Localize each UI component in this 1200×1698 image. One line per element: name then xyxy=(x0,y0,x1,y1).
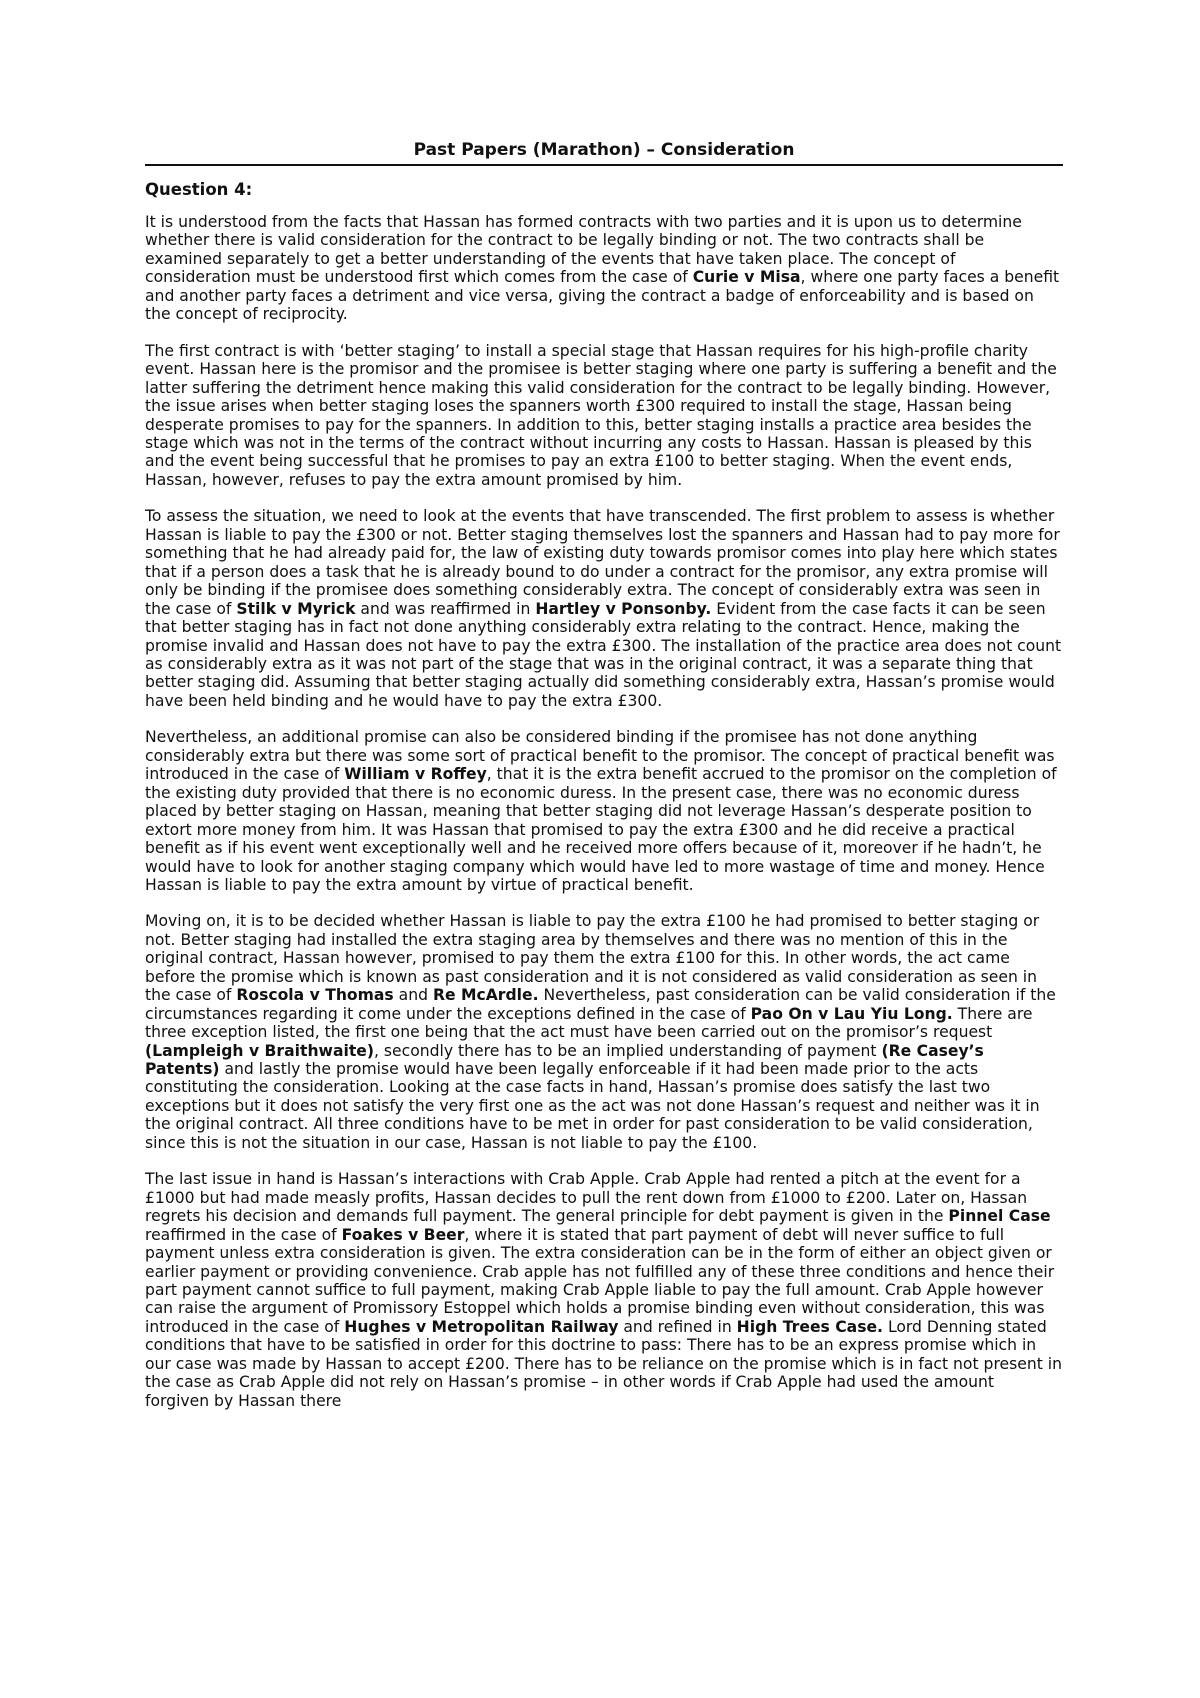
paragraph xyxy=(145,213,1063,324)
text-run: To assess the situation, we need to look at the events that have transcended. The first problem to assess is whether Hassan is liable to pay the £300 or not. Better staging themselves lost the spanners and Hassan had to pay more for something that he had already paid for, the law of existing duty towards promisor comes into play here which states that if a person does a task that he is already bound to do under a contract for the promisor, any extra promise will only be binding if the promisee does something considerably extra. The concept of considerably extra was seen in the case of xyxy=(145,507,1060,618)
case-name: Pinnel Case xyxy=(948,1207,1051,1226)
case-name: Stilk v Myrick xyxy=(236,599,356,618)
paragraph xyxy=(145,1170,1063,1410)
text-run: , where one party faces a benefit and another party faces a detriment and vice versa, giving the contract a badge of enforceability and is based on the concept of reciprocity. xyxy=(145,268,1060,324)
text-run: , where it is stated that part payment of debt will never suffice to full payment unless extra consideration is given. The extra consideration can be in the form of either an object given or earlier payment or providing convenience. Crab apple has not fulfilled any of these three conditions and hence their part payment cannot suffice to full payment, making Crab Apple liable to pay the full amount. Crab Apple however can raise the argument of Promissory Estoppel which holds a promise binding even without consideration, this was introduced in the case of xyxy=(145,1225,1055,1336)
paragraph xyxy=(145,507,1063,710)
text-run: There are three exception listed, the first one being that the act must have been carried out on the promisor’s request xyxy=(145,1004,1033,1042)
text-run: and lastly the promise would have been legally enforceable if it had been made prior to the acts constituting the consideration. Looking at the case facts in hand, Hassan’s promise does satisfy the last two exceptions but it does not satisfy the very first one as the act was not done Hassan’s request and neither was it in the original contract. All three conditions have to be met in order for past consideration to be valid consideration, since this is not the situation in our case, Hassan is not liable to pay the £100. xyxy=(145,1060,1040,1152)
text-run: Moving on, it is to be decided whether Hassan is liable to pay the extra £100 he had promised to better staging or not. Better staging had installed the extra staging area by themselves and there was no mention of this in the original contract, Hassan however, promised to pay them the extra £100 for this. In other words, the act came before the promise which is known as past consideration and it is not considered as valid consideration as seen in the case of xyxy=(145,912,1040,1005)
case-name: William v Roffey xyxy=(344,765,487,784)
case-name: Pao On v Lau Yiu Long. xyxy=(750,1004,953,1023)
text-run: The last issue in hand is Hassan’s interactions with Crab Apple. Crab Apple had rented a pitch at the event for a £1000 but had made measly profits, Hassan decides to pull the rent down from £1000 to £200. Later on, Hassan regrets his decision and demands full payment. The general principle for debt payment is given in the xyxy=(145,1170,1028,1226)
text-run: and refined in xyxy=(618,1317,737,1336)
text-run: reaffirmed in the case of xyxy=(145,1225,342,1244)
case-name: Foakes v Beer xyxy=(341,1225,465,1244)
case-name: (Re Casey’s Patents) xyxy=(145,1041,984,1079)
text-run: Evident from the case facts it can be seen that better staging has in fact not done anything considerably extra relating to the contract. Hence, making the promise invalid and Hassan does not have to pay the extra £300. The installation of the practice area does not count as considerably extra as it was not part of the stage that was in the original contract, it was a separate thing that better staging did. Assuming that better staging actually did something considerably extra, Hassan’s promise would have been held binding and he would have to pay the extra £300. xyxy=(145,599,1062,710)
question-heading: Question 4: xyxy=(145,180,253,199)
text-run: Nevertheless, past consideration can be valid consideration if the circumstances regarding it come under the exceptions defined in the case of xyxy=(145,986,1056,1023)
text-run: , secondly there has to be an implied understanding of payment xyxy=(373,1041,882,1060)
text-run: , that it is the extra benefit accrued to the promisor on the completion of the existing duty provided that there is no economic duress. In the present case, there was no economic duress placed by better staging on Hassan, meaning that better staging did not leverage Hassan’s desperate position to extort more money from him. It was Hassan that promised to pay the extra £300 and he did receive a practical benefit as if his event went exceptionally well and he received more offers because of it, moreover if he hadn’t, he would have to look for another staging company which would have led to more wastage of time and money. Hence Hassan is liable to pay the extra amount by virtue of practical benefit. xyxy=(145,765,1057,894)
paragraph xyxy=(145,342,1063,490)
text-run: Nevertheless, an additional promise can also be considered binding if the promisee has not done anything considerably extra but there was some sort of practical benefit to the promisor. The concept of practical benefit was introduced in the case of xyxy=(145,728,1055,784)
case-name: (Lampleigh v Braithwaite) xyxy=(145,1041,374,1060)
case-name: Hughes v Metropolitan Railway xyxy=(344,1317,619,1336)
case-name: Curie v Misa xyxy=(692,268,801,287)
text-run: The first contract is with ‘better staging’ to install a special stage that Hassan requires for his high-profile charity event. Hassan here is the promisor and the promisee is better staging where one party is suffering a benefit and the latter suffering the detriment hence making this valid consideration for the contract to be legally binding. However, the issue arises when better staging loses the spanners worth £300 required to install the stage, Hassan being desperate promises to pay for the spanners. In addition to this, better staging installs a practice area besides the stage which was not in the terms of the contract without incurring any costs to Hassan. Hassan is pleased by this and the event being successful that he promises to pay an extra £100 to better staging. When the event ends, Hassan, however, refuses to pay the extra amount promised by him. xyxy=(145,341,1057,489)
case-name: Hartley v Ponsonby. xyxy=(535,599,712,618)
text-run: It is understood from the facts that Hassan has formed contracts with two parties and it is upon us to determine whether there is valid consideration for the contract to be legally binding or not. The two contracts shall be examined separately to get a better understanding of the events that have taken place. The concept of consideration must be understood first which comes from the case of xyxy=(145,213,1022,287)
paragraph xyxy=(145,912,1063,1152)
text-run: and xyxy=(393,986,433,1005)
text-run: and was reaffirmed in xyxy=(355,599,536,618)
page-header: Past Papers (Marathon) – Consideration xyxy=(145,140,1063,166)
case-name: High Trees Case. xyxy=(736,1317,883,1336)
case-name: Roscola v Thomas xyxy=(236,986,394,1005)
document-page xyxy=(145,140,1063,1428)
case-name: Re McArdle. xyxy=(432,986,539,1005)
paragraph xyxy=(145,728,1063,894)
text-run: Lord Denning stated conditions that have to be satisfied in order for this doctrine to pass: There has to be an express promise which in our case was made by Hassan to accept £200. There has to be reliance on the promise which is in fact not present in the case as Crab Apple did not rely on Hassan’s promise – in other words if Crab Apple had used the amount forgiven by Hassan there xyxy=(145,1317,1062,1410)
